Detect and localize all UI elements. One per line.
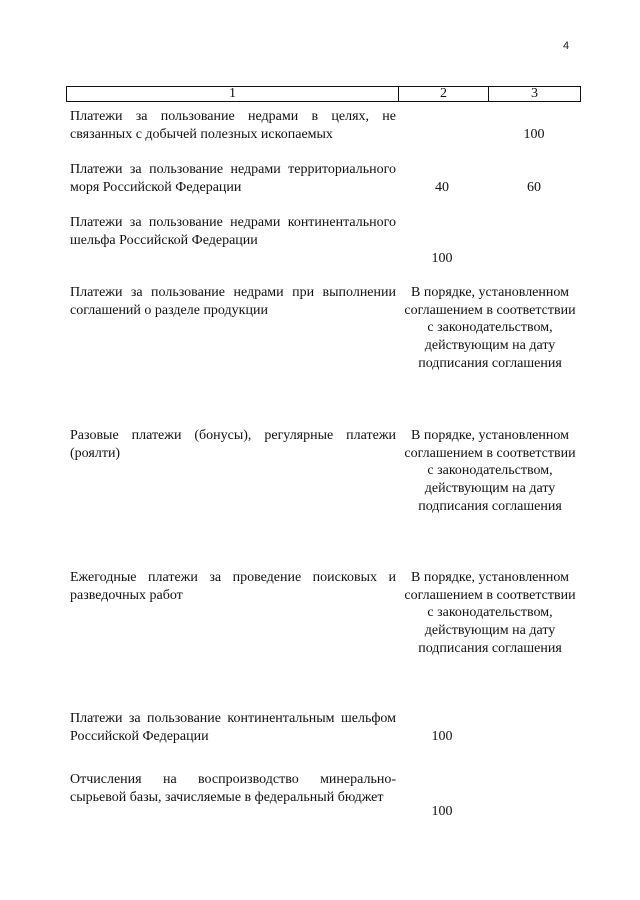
row-col2-value: 40 [435,180,449,195]
row-description: Разовые платежи (бонусы), регулярные платежи (роялти) [70,428,396,461]
row-col3-value: 60 [527,180,541,195]
row-description: Платежи за пользование недрами территориального моря Российской Федерации [70,162,396,195]
row-description: Ежегодные платежи за проведение поисковых и разведочных работ [70,570,396,603]
column-header-1: 1 [67,87,399,102]
table-header [66,86,581,102]
page-number: 4 [563,40,570,52]
row-col2-value: 100 [431,251,453,266]
column-header-2: 2 [399,87,489,102]
row-merged-value: В порядке, установленном соглашением в соответствии с законодательством, действующим на дату подписания соглашения [404,570,576,656]
row-merged-value: В порядке, установленном соглашением в соответствии с законодательством, действующим на дату подписания соглашения [404,428,576,514]
row-col3-value: 100 [523,127,545,142]
column-header-3: 3 [489,87,581,102]
row-description: Платежи за пользование недрами в целях, не связанных с добычей полезных ископаемых [70,109,396,142]
row-description: Платежи за пользование недрами континентального шельфа Российской Федерации [70,215,396,248]
row-description: Платежи за пользование континентальным шельфом Российской Федерации [70,711,396,744]
row-description: Отчисления на воспроизводство минерально-сырьевой базы, зачисляемые в федеральный бюджет [70,772,396,805]
row-col2-value: 100 [431,804,453,819]
row-description: Платежи за пользование недрами при выполнении соглашений о разделе продукции [70,285,396,318]
row-merged-value: В порядке, установленном соглашением в соответствии с законодательством, действующим на дату подписания соглашения [404,285,576,371]
row-col2-value: 100 [431,729,453,744]
